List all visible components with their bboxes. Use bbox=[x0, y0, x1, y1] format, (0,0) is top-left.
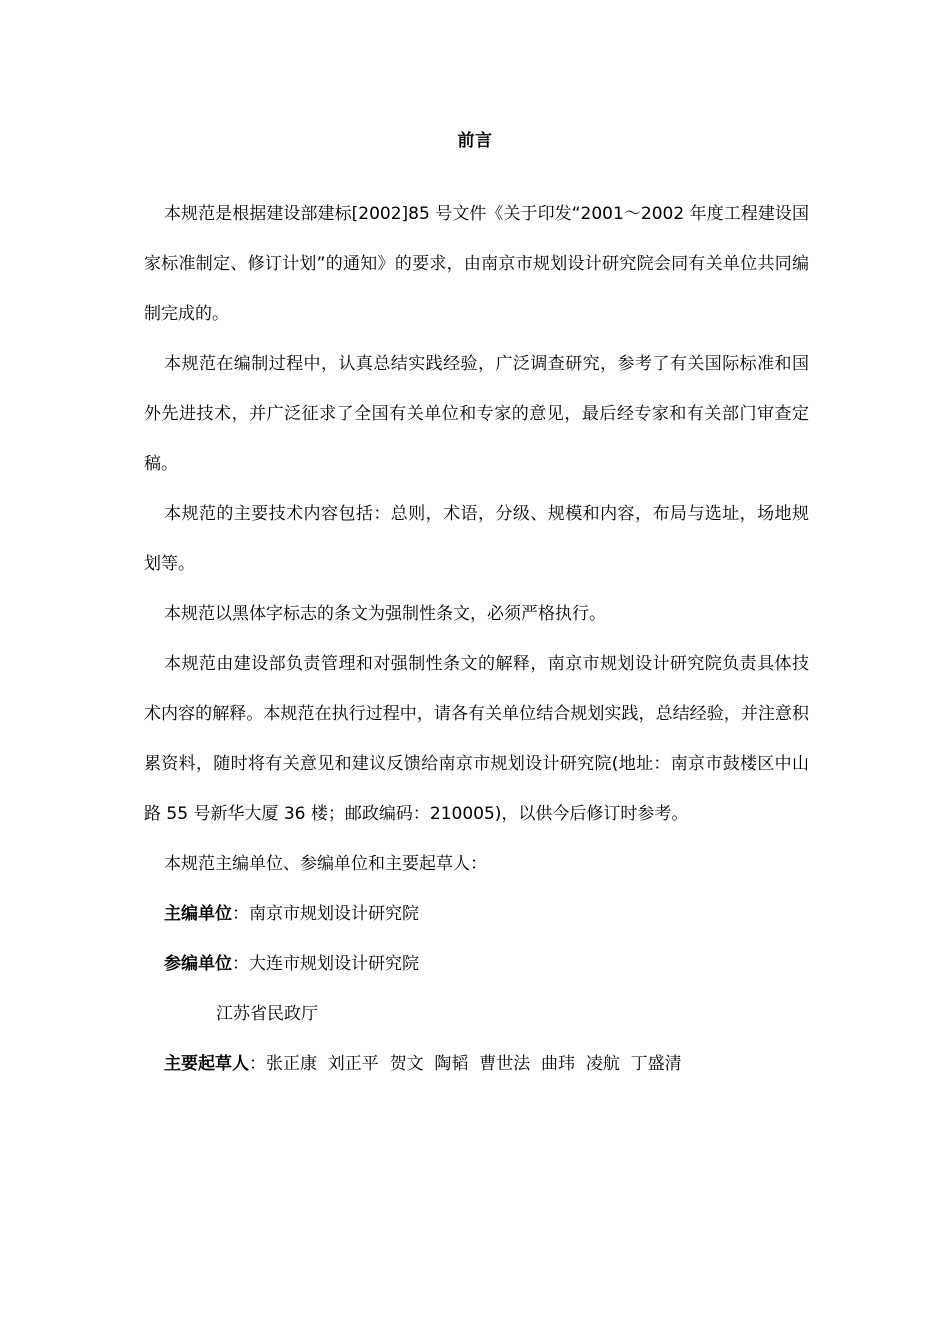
editor-unit-separator: ： bbox=[232, 904, 249, 924]
editor-unit-line bbox=[164, 889, 419, 939]
paragraph-content: 本规范的主要技术内容包括：总则，术语，分级、规模和内容，布局与选址，场地规划等。 bbox=[144, 504, 809, 574]
participating-unit-label: 参编单位 bbox=[164, 954, 232, 974]
paragraph-contributors-intro: 本规范主编单位、参编单位和主要起草人： bbox=[164, 854, 487, 874]
participating-unit-line bbox=[164, 939, 419, 989]
drafters-line bbox=[164, 1039, 682, 1089]
drafters-label: 主要起草人 bbox=[164, 1054, 249, 1074]
participating-unit-value-2: 江苏省民政厅 bbox=[216, 1004, 318, 1024]
participating-unit-line-2 bbox=[216, 989, 318, 1039]
editor-unit-value: 南京市规划设计研究院 bbox=[249, 904, 419, 924]
page-title: 前言 bbox=[457, 131, 493, 151]
drafters-separator: ： bbox=[249, 1054, 266, 1074]
paragraph-mandatory: 本规范以黑体字标志的条文为强制性条文，必须严格执行。 bbox=[164, 604, 606, 624]
paragraph-process: 本规范在编制过程中，认真总结实践经验，广泛调查研究，参考了有关国际标准和国外先进技术，并广泛征求了全国有关单位和专家的意见，最后经专家和有关部门审查定稿。 bbox=[144, 354, 809, 474]
participating-unit-value-1: 大连市规划设计研究院 bbox=[249, 954, 419, 974]
drafters-value: 张正康 刘正平 贺文 陶韬 曹世法 曲玮 凌航 丁盛清 bbox=[266, 1054, 682, 1074]
participating-unit-separator: ： bbox=[232, 954, 249, 974]
editor-unit-label: 主编单位 bbox=[164, 904, 232, 924]
paragraph-management: 本规范由建设部负责管理和对强制性条文的解释，南京市规划设计研究院负责具体技术内容的解释。本规范在执行过程中，请各有关单位结合规划实践，总结经验，并注意积累资料，随时将有关意见和建议反馈给南京市规划设计研究院(地址：南京市鼓楼区中山路 55 号新华大厦 36 楼；邮政编码：210005)，以供今后修订时参考。 bbox=[144, 654, 809, 824]
paragraph-basis: 本规范是根据建设部建标[2002]85 号文件《关于印发“2001～2002 年度工程建设国家标准制定、修订计划”的通知》的要求，由南京市规划设计研究院会同有关单位共同编制完成的。 bbox=[144, 204, 809, 324]
